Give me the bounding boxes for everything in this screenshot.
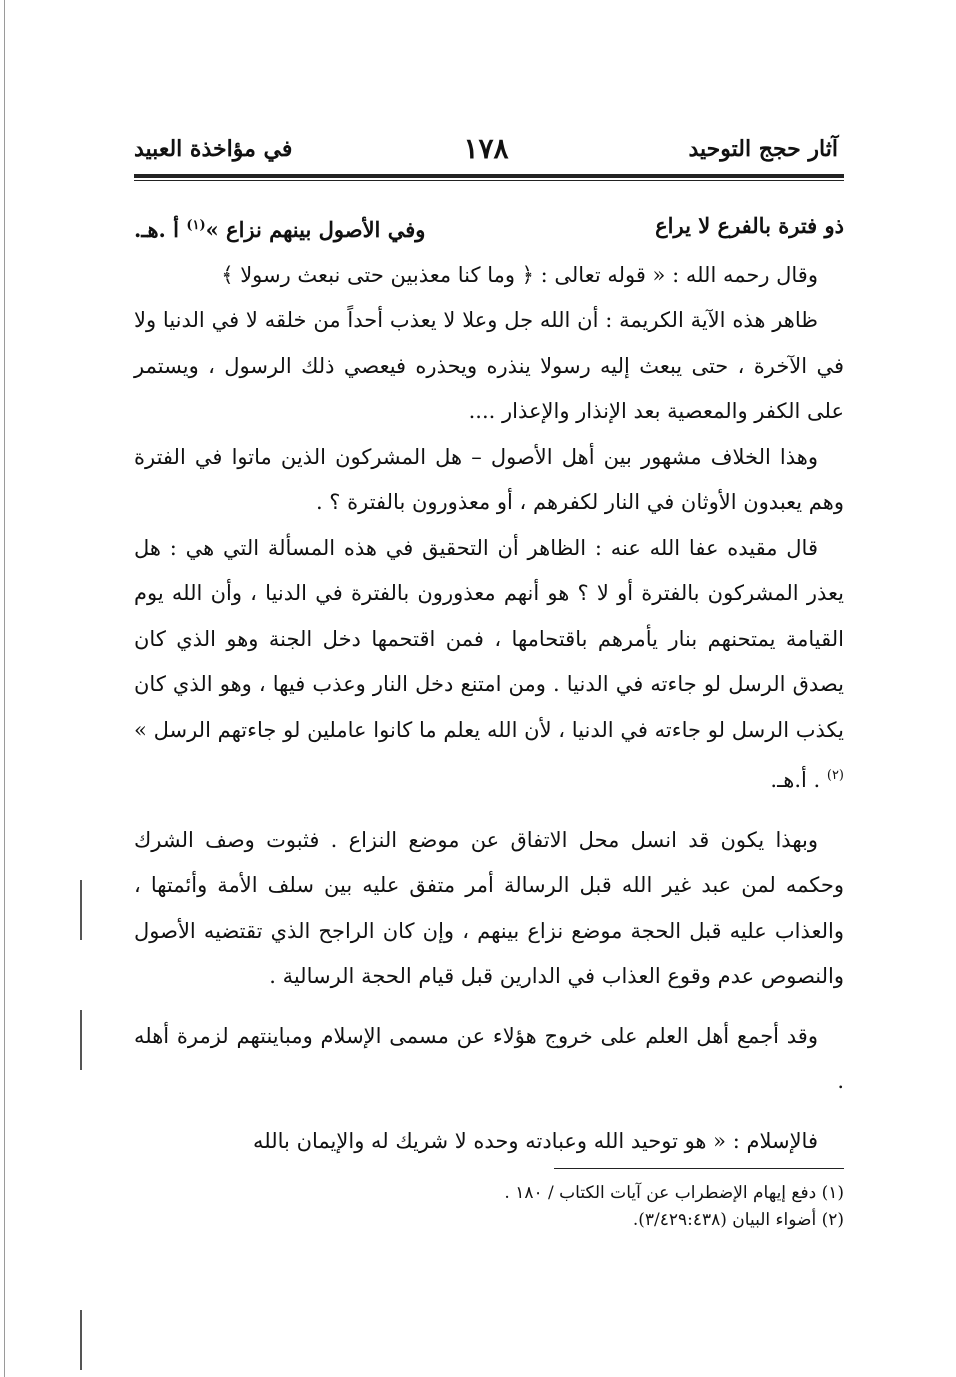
footnote: (٢) أضواء البيان (٣/٤٢٩:٤٣٨). [632,1210,844,1230]
paragraph [134,526,844,804]
paragraph: وبهذا يكون قد انسل محل الاتفاق عن موضع النزاع . فثبوت وصف الشرك وحكمه لمن عبد غير الله قبل الرسالة أمر متفق عليه بين سلف الأمة وأئمتها ، والعذاب عليه قبل الحجة موضع نزاع بينهم ، وإن كان الراجح الذي تقتضيه الأصول والنصوص عدم وقوع العذاب في الدارين قبل قيام الحجة الرسالية . [134,827,845,988]
chapter-title: في مؤاخذة العبيد [134,136,293,162]
body-text [134,203,844,1164]
header-rule-thin [134,180,844,181]
paragraph-text: قال مقيده عفا الله عنه : الظاهر أن التحقيق في هذه المسألة التي هي : هل يعذر المشركون بالفترة أو لا ؟ هو أنهم معذورون بالفترة في الدنيا ، وأن الله يوم القيامة يمتحنهم بنار يأمرهم باقتحامها ، فمن اقتحمها دخل الجنة وهو الذي كان يصدق الرسل لو جاءته في الدنيا . ومن امتنع دخل النار وعذب فيها ، وهو الذي كان يكذب الرسل لو جاءته في الدنيا ، لأن الله يعلم ما كانوا عاملين لو جاءتهم الرسل » [134,535,844,742]
paragraph-tail: . أ.هـ. [770,768,827,792]
paragraph: ظاهر هذه الآية الكريمة : أن الله جل وعلا لا يعذب أحداً من خلقه لا في الدنيا ولا في الآخرة ، حتى يبعث إليه رسولا ينذره ويحذره فيعصي ذلك الرسول ، ويستمر على الكفر والمعصية بعد الإنذار والإعذار .... [134,308,844,423]
footnote-ref-1: (١) [186,218,206,233]
margin-mark [80,880,82,940]
margin-mark [80,1010,82,1070]
quote-line: وقال رحمه الله : « قوله تعالى : ﴿ وما كنا معذبين حتى نبعث رسولا ﴾ [221,262,818,287]
page-number: ١٧٨ [463,132,509,165]
paragraph: وقد أجمع أهل العلم على خروج هؤلاء عن مسمى الإسلام ومباينتهم لزمرة أهله . [134,1023,844,1093]
footnote-ref-2: (٢) [826,768,844,783]
paragraph: فالإسلام : « هو توحيد الله وعبادته وحده لا شريك له والإيمان بالله [253,1128,818,1153]
margin-mark [80,1310,82,1370]
footnote-rule [554,1168,844,1169]
verse-hemistich-2: وفي الأصول بينهم نزاع » [205,217,426,242]
page-edge-line [4,0,5,1377]
book-title: آثار حجج التوحيد [688,136,838,162]
header-rule [134,174,844,178]
verse-hemistich-1: ذو فترة بالفرع لا يراع [655,213,844,238]
footnote: (١) دفع إيهام الإضطراب عن آيات الكتاب / ١٨٠ . [504,1183,844,1203]
paragraph: وهذا الخلاف مشهور بين أهل الأصول – هل المشركون الذين ماتوا في الفترة وهم يعبدون الأوثان في النار لكفرهم ، أو معذورون بالفترة ؟ . [134,444,844,514]
page-header [134,132,838,172]
verse-hemistich-2-wrap [134,203,425,253]
verse-tail: أ .هـ. [134,217,187,242]
poem-verse [134,203,844,253]
footnotes [134,1180,844,1234]
